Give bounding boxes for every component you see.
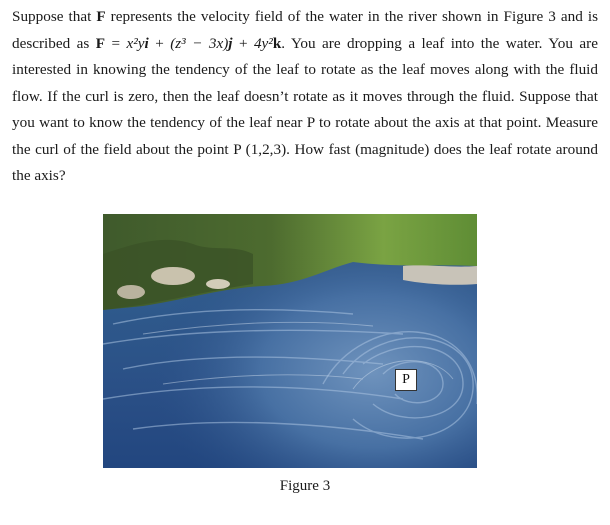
- problem-text-part-2: represents the velocity field of the water in the river shown in Figure 3 and is described as: [12, 8, 598, 52]
- j-component: (z³ − 3x): [170, 34, 229, 52]
- rock-3: [206, 279, 230, 289]
- equals-sign: =: [105, 34, 127, 52]
- k-component: 4y²: [253, 34, 273, 52]
- vector-field-symbol-eq: F: [95, 34, 106, 52]
- figure-caption: Figure 3: [279, 478, 331, 494]
- unit-vector-j: j: [228, 34, 233, 52]
- river-photo: [103, 214, 477, 468]
- plus-sign-1: +: [148, 34, 171, 52]
- rock-1: [151, 267, 195, 285]
- vector-field-symbol: F: [96, 8, 106, 25]
- point-p-marker: P: [395, 369, 417, 391]
- problem-statement: [12, 4, 598, 190]
- rock-2: [117, 285, 145, 299]
- river-illustration: [103, 214, 477, 468]
- problem-text-part-1: Suppose that: [12, 8, 97, 25]
- plus-sign-2: +: [232, 34, 254, 52]
- unit-vector-k: k: [272, 34, 282, 52]
- problem-text-part-3: . You are dropping a leaf into the water. You are interested in knowing the tendency of the leaf to rotate as the leaf moves along with the fluid flow. If the curl is zero, then the leaf doesn’t rotate as it moves through the fluid. Suppose that you want to know the tendency of the leaf near P to rotate about the axis at that point. Measure the curl of the field about the point P (1,2,3). How fast (magnitude) does the leaf rotate around the axis?: [12, 34, 598, 184]
- i-component: x²y: [126, 34, 145, 52]
- unit-vector-i: i: [144, 34, 149, 52]
